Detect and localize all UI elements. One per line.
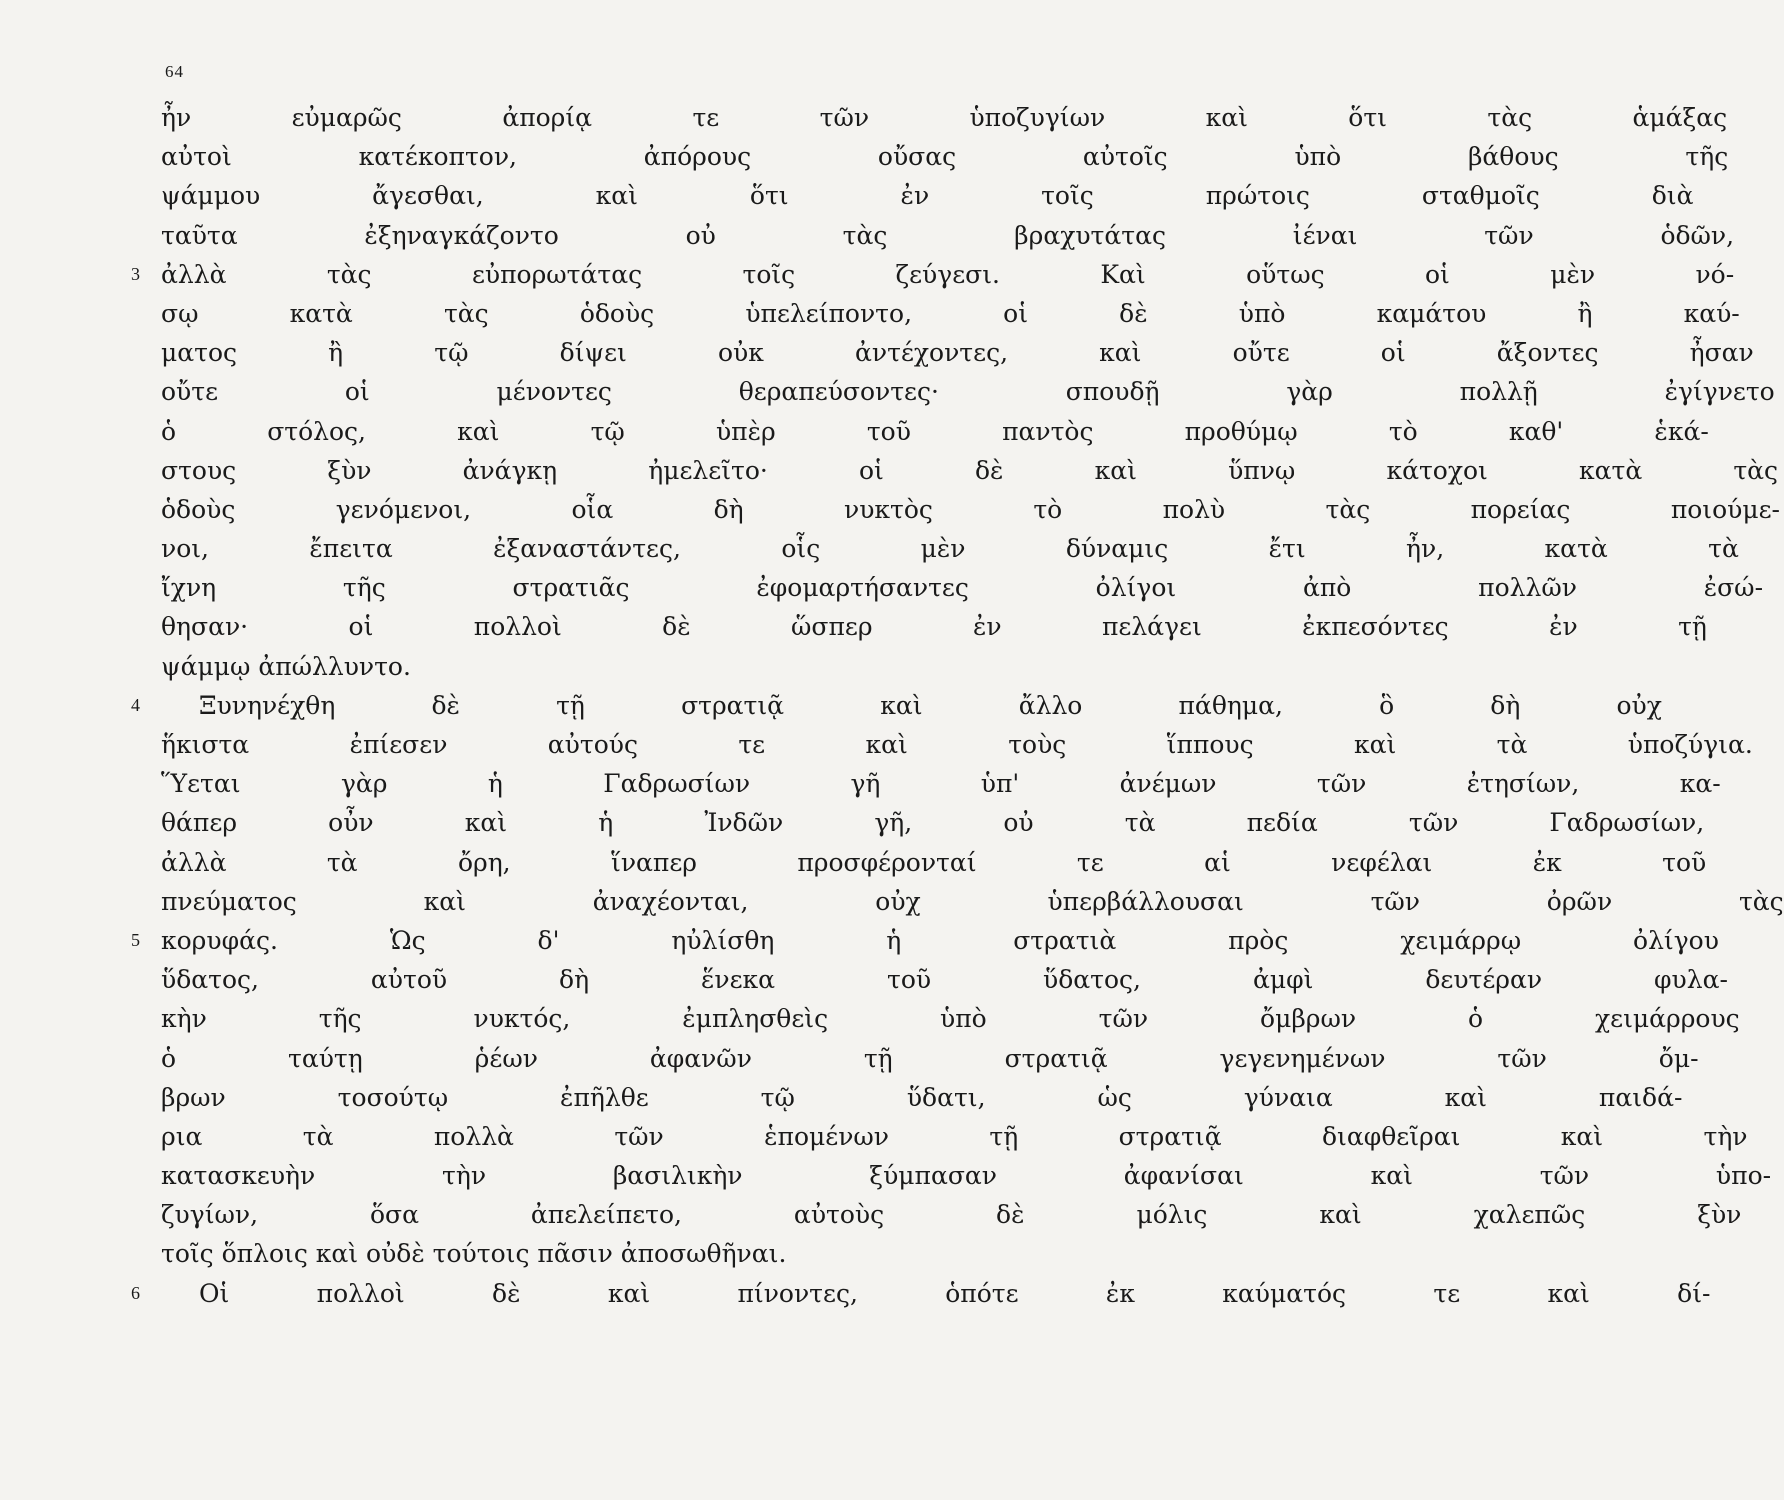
text-line xyxy=(161,490,1780,529)
line-text: ὁ στόλος, καὶ τῷ ὑπὲρ τοῦ παντὸς προθύμῳ τὸ καθ' ἑκά- xyxy=(161,416,1709,446)
text-line xyxy=(161,568,1764,607)
line-text: ἥκιστα ἐπίεσεν αὐτούς τε καὶ τοὺς ἵππους καὶ τὰ ὑποζύγια. xyxy=(161,730,1753,759)
line-text: Ὕεται γὰρ ἡ Γαδρωσίων γῆ ὑπ' ἀνέμων τῶν ἐτησίων, κα- xyxy=(161,769,1721,799)
text-line xyxy=(161,882,1784,921)
text-line xyxy=(131,255,1735,294)
line-text: στους ξὺν ἀνάγκῃ ἠμελεῖτο· οἱ δὲ καὶ ὕπνῳ κάτοχοι κατὰ τὰς xyxy=(161,455,1779,485)
text-line xyxy=(161,803,1705,842)
line-text: σῳ κατὰ τὰς ὁδοὺς ὑπελείποντο, οἱ δὲ ὑπὸ καμάτου ἢ καύ- xyxy=(161,298,1740,328)
text-line xyxy=(161,1078,1683,1117)
line-text: ψάμμου ἄγεσθαι, καὶ ὅτι ἐν τοῖς πρώτοις σταθμοῖς διὰ xyxy=(161,181,1694,211)
text-line xyxy=(161,1117,1748,1156)
line-text: πνεύματος καὶ ἀναχέονται, οὐχ ὑπερβάλλουσαι τῶν ὀρῶν τὰς xyxy=(161,886,1784,916)
text-line xyxy=(161,1234,993,1273)
line-text: οὔτε οἱ μένοντες θεραπεύσοντες· σπουδῇ γὰρ πολλῇ ἐγίγνετο xyxy=(161,377,1775,407)
text-line xyxy=(161,372,1775,411)
line-text: τοῖς ὅπλοις καὶ οὐδὲ τούτοις πᾶσιν ἀποσωθῆναι. xyxy=(161,1239,787,1269)
text-line xyxy=(161,529,1739,568)
line-text: ἀλλὰ τὰς εὐπορωτάτας τοῖς ζεύγεσι. Καὶ οὕτως οἱ μὲν νό- xyxy=(161,259,1735,289)
line-text: κὴν τῆς νυκτός, ἐμπλησθεὶς ὑπὸ τῶν ὄμβρων ὁ χειμάρρους xyxy=(161,1004,1740,1034)
text-line xyxy=(161,647,993,686)
text-line xyxy=(161,607,1707,646)
line-text: Ξυνηνέχθη δὲ τῇ στρατιᾷ καὶ ἄλλο πάθημα, ὃ δὴ οὐχ xyxy=(199,690,1662,720)
line-text: κορυφάς. Ὡς δ' ηὐλίσθη ἡ στρατιὰ πρὸς χειμάρρῳ ὀλίγου xyxy=(161,925,1719,955)
line-text: βρων τοσούτῳ ἐπῆλθε τῷ ὕδατι, ὡς γύναια καὶ παιδά- xyxy=(161,1082,1683,1112)
line-text: Οἱ πολλοὶ δὲ καὶ πίνοντες, ὁπότε ἐκ καύματός τε καὶ δί- xyxy=(199,1278,1711,1308)
section-number: 3 xyxy=(131,263,140,284)
line-text: ζυγίων, ὅσα ἀπελείπετο, αὐτοὺς δὲ μόλις καὶ χαλεπῶς ξὺν xyxy=(161,1200,1742,1230)
line-text: ἴχνη τῆς στρατιᾶς ἐφομαρτήσαντες ὀλίγοι ἀπὸ πολλῶν ἐσώ- xyxy=(161,573,1764,603)
text-line xyxy=(161,412,1709,451)
body-text xyxy=(131,98,1784,1313)
line-text: ἦν εὐμαρῶς ἀπορίᾳ τε τῶν ὑποζυγίων καὶ ὅτι τὰς ἁμάξας xyxy=(161,103,1728,132)
page-number: 64 xyxy=(165,62,184,81)
line-text: αὐτοὶ κατέκοπτον, ἀπόρους οὔσας αὐτοῖς ὑπὸ βάθους τῆς xyxy=(161,142,1729,172)
text-line xyxy=(161,1039,1699,1078)
text-line xyxy=(131,686,1662,725)
text-line xyxy=(161,176,1694,215)
line-text: ὁδοὺς γενόμενοι, οἷα δὴ νυκτὸς τὸ πολὺ τὰς πορείας ποιούμε- xyxy=(161,494,1780,524)
section-number: 4 xyxy=(131,694,140,715)
line-text: ρια τὰ πολλὰ τῶν ἑπομένων τῇ στρατιᾷ διαφθεῖραι καὶ τὴν xyxy=(161,1121,1748,1151)
text-line xyxy=(161,843,1707,882)
text-line xyxy=(161,764,1721,803)
text-line xyxy=(131,1274,1711,1313)
section-number: 6 xyxy=(131,1282,140,1303)
line-text: θάπερ οὖν καὶ ἡ Ἰνδῶν γῆ, οὐ τὰ πεδία τῶν Γαδρωσίων, xyxy=(161,808,1705,838)
section-number: 5 xyxy=(131,929,140,950)
line-text: κατασκευὴν τὴν βασιλικὴν ξύμπασαν ἀφανίσαι καὶ τῶν ὑπο- xyxy=(161,1161,1772,1191)
line-text: θησαν· οἱ πολλοὶ δὲ ὥσπερ ἐν πελάγει ἐκπεσόντες ἐν τῇ xyxy=(161,612,1707,642)
text-line xyxy=(161,960,1728,999)
text-line xyxy=(161,333,1754,372)
text-line xyxy=(161,1156,1772,1195)
text-line xyxy=(161,1195,1742,1234)
line-text: ματος ἢ τῷ δίψει οὐκ ἀντέχοντες, καὶ οὔτε οἱ ἄξοντες ἦσαν xyxy=(161,338,1754,368)
line-text: ἀλλὰ τὰ ὄρη, ἵναπερ προσφέρονταί τε αἱ νεφέλαι ἐκ τοῦ xyxy=(161,847,1707,877)
text-line xyxy=(161,137,1729,176)
text-line xyxy=(131,921,1719,960)
text-line xyxy=(161,451,1779,490)
line-text: ταῦτα ἐξηναγκάζοντο οὐ τὰς βραχυτάτας ἰέναι τῶν ὁδῶν, xyxy=(161,220,1735,250)
line-text: ψάμμῳ ἀπώλλυντο. xyxy=(161,651,411,681)
text-line xyxy=(161,216,1735,255)
text-line xyxy=(161,294,1740,333)
line-text: ὕδατος, αὐτοῦ δὴ ἕνεκα τοῦ ὕδατος, ἀμφὶ δευτέραν φυλα- xyxy=(161,965,1728,995)
text-line xyxy=(161,725,1753,764)
text-line xyxy=(161,98,1728,137)
text-line xyxy=(161,999,1740,1038)
line-text: ὁ ταύτῃ ῥέων ἀφανῶν τῇ στρατιᾷ γεγενημένων τῶν ὄμ- xyxy=(161,1043,1699,1073)
line-text: νοι, ἔπειτα ἐξαναστάντες, οἷς μὲν δύναμις ἔτι ἦν, κατὰ τὰ xyxy=(161,534,1739,564)
